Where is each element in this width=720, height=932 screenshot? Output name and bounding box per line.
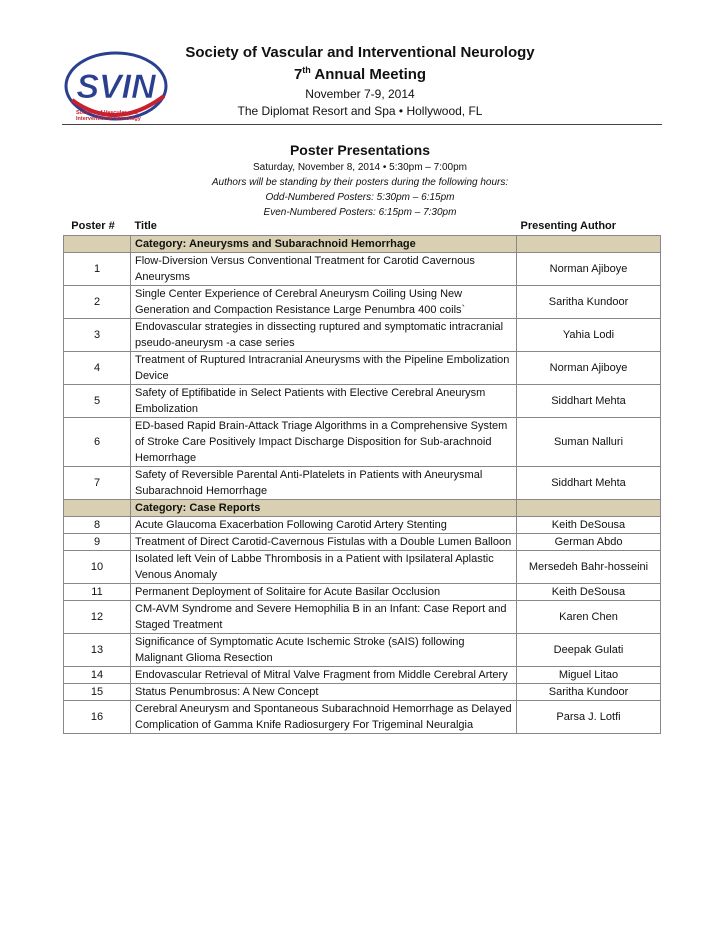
poster-title-cell: Significance of Symptomatic Acute Ischemic Stroke (sAIS) following Malignant Glioma Resection [131, 634, 517, 667]
presenting-author-cell: Suman Nalluri [517, 418, 661, 467]
poster-number-cell: 9 [64, 534, 131, 551]
poster-title-cell: Permanent Deployment of Solitaire for Acute Basilar Occlusion [131, 584, 517, 601]
meeting-number: 7 [293, 66, 303, 83]
category-label: Category: Aneurysms and Subarachnoid Hemorrhage [131, 236, 517, 253]
presenting-author-cell: Mersedeh Bahr-hosseini [517, 551, 661, 584]
poster-title-cell: Cerebral Aneurysm and Spontaneous Subarachnoid Hemorrhage as Delayed Complication of Gamma Knife Radiosurgery For Trigeminal Neuralgia [131, 701, 517, 734]
category-empty-cell [64, 236, 131, 253]
category-empty-cell [517, 236, 661, 253]
poster-even-hours: Even-Numbered Posters: 6:15pm – 7:30pm [263, 207, 457, 218]
table-row [64, 684, 661, 701]
logo-main-text: SVIN [76, 68, 156, 106]
table-row [64, 551, 661, 584]
poster-number-cell: 8 [64, 517, 131, 534]
poster-title-cell: Acute Glaucoma Exacerbation Following Carotid Artery Stenting [131, 517, 517, 534]
poster-number-cell: 10 [64, 551, 131, 584]
poster-table-wrapper [63, 218, 660, 734]
poster-title-cell: Flow-Diversion Versus Conventional Treatment for Carotid Cavernous Aneurysms [131, 253, 517, 286]
poster-title-cell: ED-based Rapid Brain-Attack Triage Algorithms in a Comprehensive System of Stroke Care Positively Impact Discharge Disposition for Sub-arachnoid Hemorrhage [131, 418, 517, 467]
header-title: Title [134, 220, 157, 232]
presenting-author-cell: Norman Ajiboye [517, 253, 661, 286]
presenting-author-cell: Saritha Kundoor [517, 684, 661, 701]
poster-title-cell: Endovascular Retrieval of Mitral Valve Fragment from Middle Cerebral Artery [131, 667, 517, 684]
logo-subtitle-line2: Interventional Neurology [76, 116, 141, 122]
table-row [64, 352, 661, 385]
table-row [64, 601, 661, 634]
poster-number-cell: 13 [64, 634, 131, 667]
organization-title: Society of Vascular and Interventional Neurology [185, 44, 535, 61]
table-row [64, 517, 661, 534]
meeting-name: Annual Meeting [310, 66, 427, 83]
poster-number-cell: 11 [64, 584, 131, 601]
poster-title: Poster Presentations [289, 142, 431, 158]
poster-number-cell: 2 [64, 286, 131, 319]
poster-title-cell: Status Penumbrosus: A New Concept [131, 684, 517, 701]
poster-note: Authors will be standing by their posters during the following hours: [211, 177, 509, 188]
poster-schedule: Saturday, November 8, 2014 • 5:30pm – 7:00pm [253, 162, 467, 173]
poster-number-cell: 4 [64, 352, 131, 385]
poster-title-cell: Endovascular strategies in dissecting ruptured and symptomatic intracranial pseudo-aneurysm -a case series [131, 319, 517, 352]
poster-title-cell: Safety of Eptifibatide in Select Patients with Elective Cerebral Aneurysm Embolization [131, 385, 517, 418]
table-row [64, 634, 661, 667]
table-row [64, 701, 661, 734]
poster-info [0, 140, 720, 220]
meeting-dates: November 7-9, 2014 [305, 87, 415, 101]
poster-number-cell: 1 [64, 253, 131, 286]
presenting-author-cell: Yahia Lodi [517, 319, 661, 352]
table-row [64, 319, 661, 352]
table-row [64, 286, 661, 319]
presenting-author-cell: Karen Chen [517, 601, 661, 634]
poster-odd-hours: Odd-Numbered Posters: 5:30pm – 6:15pm [265, 192, 455, 203]
poster-number-cell: 15 [64, 684, 131, 701]
logo-subtitle-line1: Society of Vascular and [76, 110, 138, 116]
poster-number-cell: 12 [64, 601, 131, 634]
poster-title-cell: Isolated left Vein of Labbe Thrombosis in a Patient with Ipsilateral Aplastic Venous Anomaly [131, 551, 517, 584]
poster-table [63, 218, 661, 734]
presenting-author-cell: Saritha Kundoor [517, 286, 661, 319]
table-row [64, 385, 661, 418]
poster-title-cell: Single Center Experience of Cerebral Aneurysm Coiling Using New Generation and Compaction Resistance Large Penumbra 400 coils` [131, 286, 517, 319]
header-titles [180, 42, 540, 120]
poster-title-cell: Treatment of Ruptured Intracranial Aneurysms with the Pipeline Embolization Device [131, 352, 517, 385]
category-label: Category: Case Reports [131, 500, 517, 517]
svin-logo [62, 48, 174, 128]
poster-title-cell: CM-AVM Syndrome and Severe Hemophilia B in an Infant: Case Report and Staged Treatment [131, 601, 517, 634]
category-empty-cell [64, 500, 131, 517]
poster-number-cell: 14 [64, 667, 131, 684]
meeting-venue: The Diplomat Resort and Spa • Hollywood, FL [237, 104, 483, 118]
table-row [64, 253, 661, 286]
document-header [0, 0, 720, 130]
presenting-author-cell: Siddhart Mehta [517, 385, 661, 418]
header-presenting-author: Presenting Author [520, 220, 617, 232]
poster-table-body [64, 236, 661, 734]
presenting-author-cell: Deepak Gulati [517, 634, 661, 667]
presenting-author-cell: Keith DeSousa [517, 584, 661, 601]
meeting-title [180, 64, 540, 86]
category-row [64, 500, 661, 517]
poster-number-cell: 7 [64, 467, 131, 500]
category-empty-cell [517, 500, 661, 517]
presenting-author-cell: Parsa J. Lotfi [517, 701, 661, 734]
presenting-author-cell: Norman Ajiboye [517, 352, 661, 385]
poster-number-cell: 6 [64, 418, 131, 467]
table-row [64, 584, 661, 601]
poster-title-cell: Treatment of Direct Carotid-Cavernous Fistulas with a Double Lumen Balloon [131, 534, 517, 551]
presenting-author-cell: Miguel Litao [517, 667, 661, 684]
category-row [64, 236, 661, 253]
table-row [64, 467, 661, 500]
presenting-author-cell: German Abdo [517, 534, 661, 551]
header-divider [62, 124, 662, 125]
poster-number-cell: 3 [64, 319, 131, 352]
meeting-ordinal: th [302, 65, 311, 75]
poster-number-cell: 16 [64, 701, 131, 734]
table-row [64, 667, 661, 684]
poster-number-cell: 5 [64, 385, 131, 418]
presenting-author-cell: Keith DeSousa [517, 517, 661, 534]
table-row [64, 534, 661, 551]
header-poster-number: Poster # [71, 220, 115, 232]
table-header-row [64, 218, 661, 236]
poster-title-cell: Safety of Reversible Parental Anti-Platelets in Patients with Aneurysmal Subarachnoid Hemorrhage [131, 467, 517, 500]
presenting-author-cell: Siddhart Mehta [517, 467, 661, 500]
table-row [64, 418, 661, 467]
